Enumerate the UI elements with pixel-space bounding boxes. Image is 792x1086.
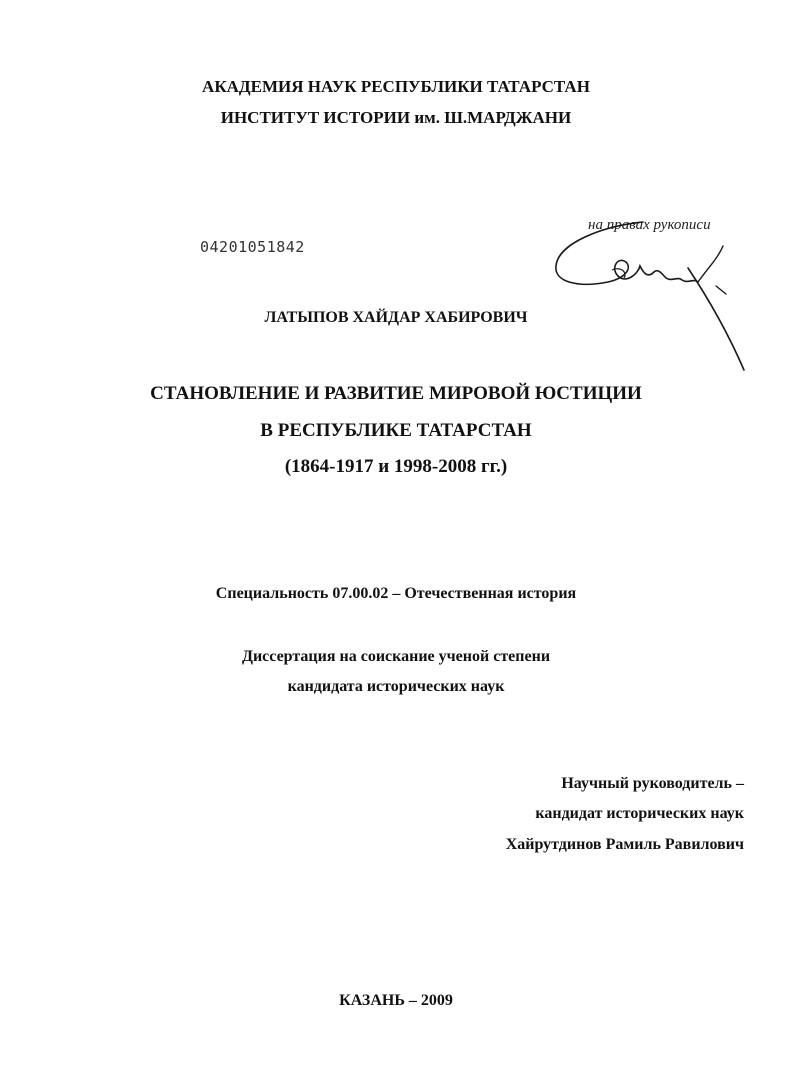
dissertation-line-1: Диссертация на соискание ученой степени <box>241 648 551 665</box>
title-line-2: В РЕСПУБЛИКЕ ТАТАРСТАН <box>260 420 532 441</box>
supervisor-degree: кандидат исторических наук <box>535 805 744 822</box>
manuscript-note: на правах рукописи <box>588 217 711 233</box>
dissertation-line-2: кандидата исторических наук <box>287 678 505 695</box>
signature-image <box>548 208 758 378</box>
academy-name: АКАДЕМИЯ НАУК РЕСПУБЛИКИ ТАТАРСТАН <box>202 77 590 96</box>
stamp-number: 04201051842 <box>200 238 305 256</box>
specialty: Специальность 07.00.02 – Отечественная история <box>215 585 577 602</box>
institute-name: ИНСТИТУТ ИСТОРИИ им. Ш.МАРДЖАНИ <box>220 108 572 127</box>
title-line-3: (1864-1917 и 1998-2008 гг.) <box>284 456 508 477</box>
city-year: КАЗАНЬ – 2009 <box>339 992 453 1009</box>
author-name: ЛАТЫПОВ ХАЙДАР ХАБИРОВИЧ <box>264 309 528 326</box>
supervisor-name: Хайрутдинов Рамиль Равилович <box>505 836 744 853</box>
supervisor-role: Научный руководитель – <box>561 775 744 792</box>
title-line-1: СТАНОВЛЕНИЕ И РАЗВИТИЕ МИРОВОЙ ЮСТИЦИИ <box>150 383 642 404</box>
